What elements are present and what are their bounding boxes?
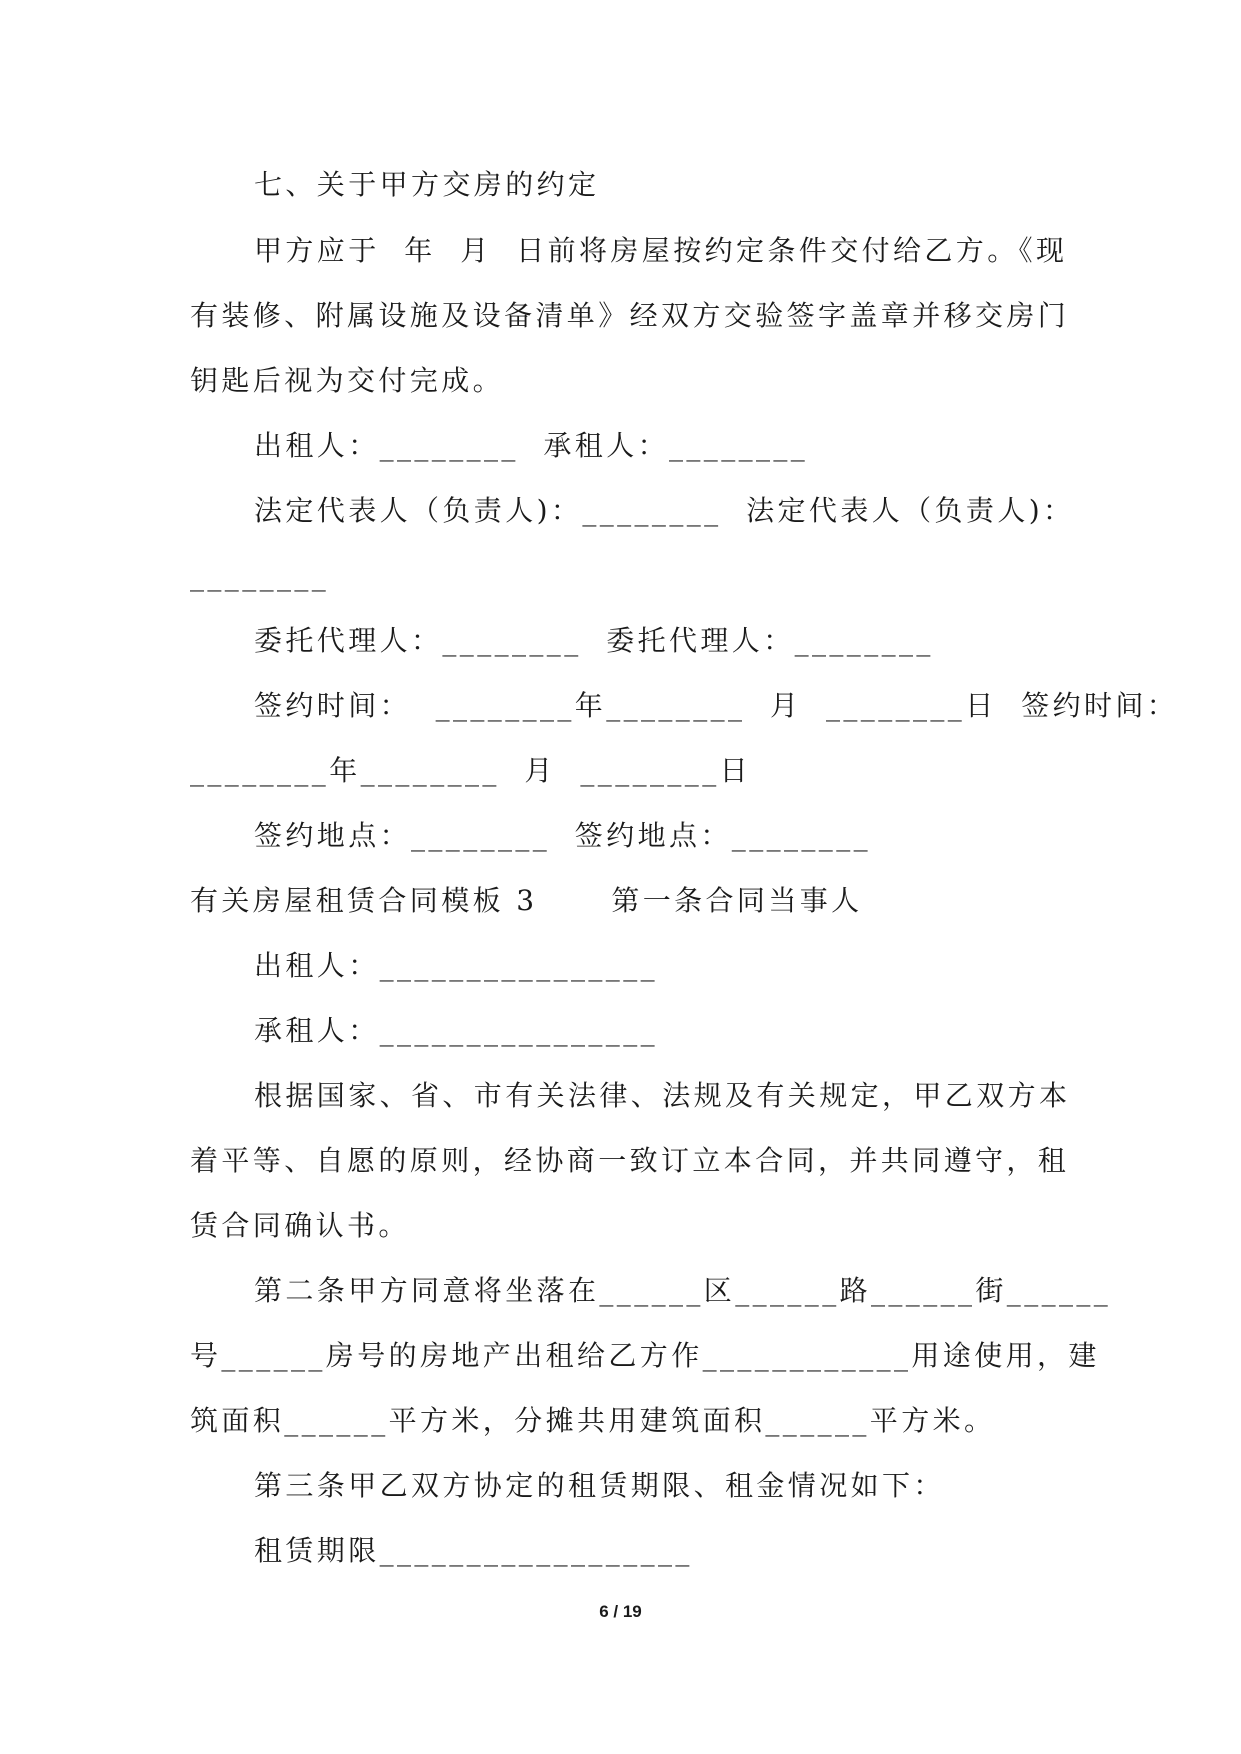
legal-representative-line: 法定代表人（负责人)：________ 法定代表人（负责人)：: [254, 494, 1075, 527]
article-two-line-2: 号______房号的房地产出租给乙方作____________用途使用，建: [190, 1339, 1100, 1372]
page-number: 6 / 19: [599, 1602, 642, 1621]
lessor-field-line: 出租人：________________: [254, 949, 659, 982]
paragraph-delivery-line-2: 有装修、附属设施及设备清单》经双方交验签字盖章并移交房门: [190, 299, 1070, 332]
lessee-field-line: 承租人：________________: [254, 1014, 659, 1047]
article-two-line-1: 第二条甲方同意将坐落在______区______路______街______: [254, 1274, 1112, 1307]
legal-representative-blank: ________: [190, 559, 330, 592]
signing-place-line: 签约地点：________ 签约地点：________: [254, 819, 872, 852]
authorized-agent-line: 委托代理人：________ 委托代理人：________: [254, 624, 934, 657]
article-three-line-1: 第三条甲乙双方协定的租赁期限、租金情况如下：: [254, 1469, 945, 1502]
lessor-lessee-signature-line: 出租人：________ 承租人：________: [254, 429, 809, 462]
paragraph-basis-line-2: 着平等、自愿的原则，经协商一致订立本合同，并共同遵守，租: [190, 1144, 1070, 1177]
article-two-line-3: 筑面积______平方米，分摊共用建筑面积______平方米。: [190, 1404, 996, 1437]
paragraph-basis-line-3: 赁合同确认书。: [190, 1209, 410, 1242]
template-title-line: 有关房屋租赁合同模板 3 第一条合同当事人: [190, 884, 863, 917]
lease-term-line: 租赁期限__________________: [254, 1534, 693, 1567]
signing-date-continuation: ________年________ 月 ________日: [190, 754, 752, 787]
paragraph-delivery-line-3: 钥匙后视为交付完成。: [190, 364, 505, 397]
signing-date-line: 签约时间： ________年________ 月 ________日 签约时间：: [254, 689, 1179, 722]
paragraph-delivery-line-1: 甲方应于 年 月 日前将房屋按约定条件交付给乙方。《现: [254, 234, 1068, 267]
section-heading-delivery: 七、关于甲方交房的约定: [254, 168, 600, 201]
paragraph-basis-line-1: 根据国家、省、市有关法律、法规及有关规定，甲乙双方本: [254, 1079, 1071, 1112]
